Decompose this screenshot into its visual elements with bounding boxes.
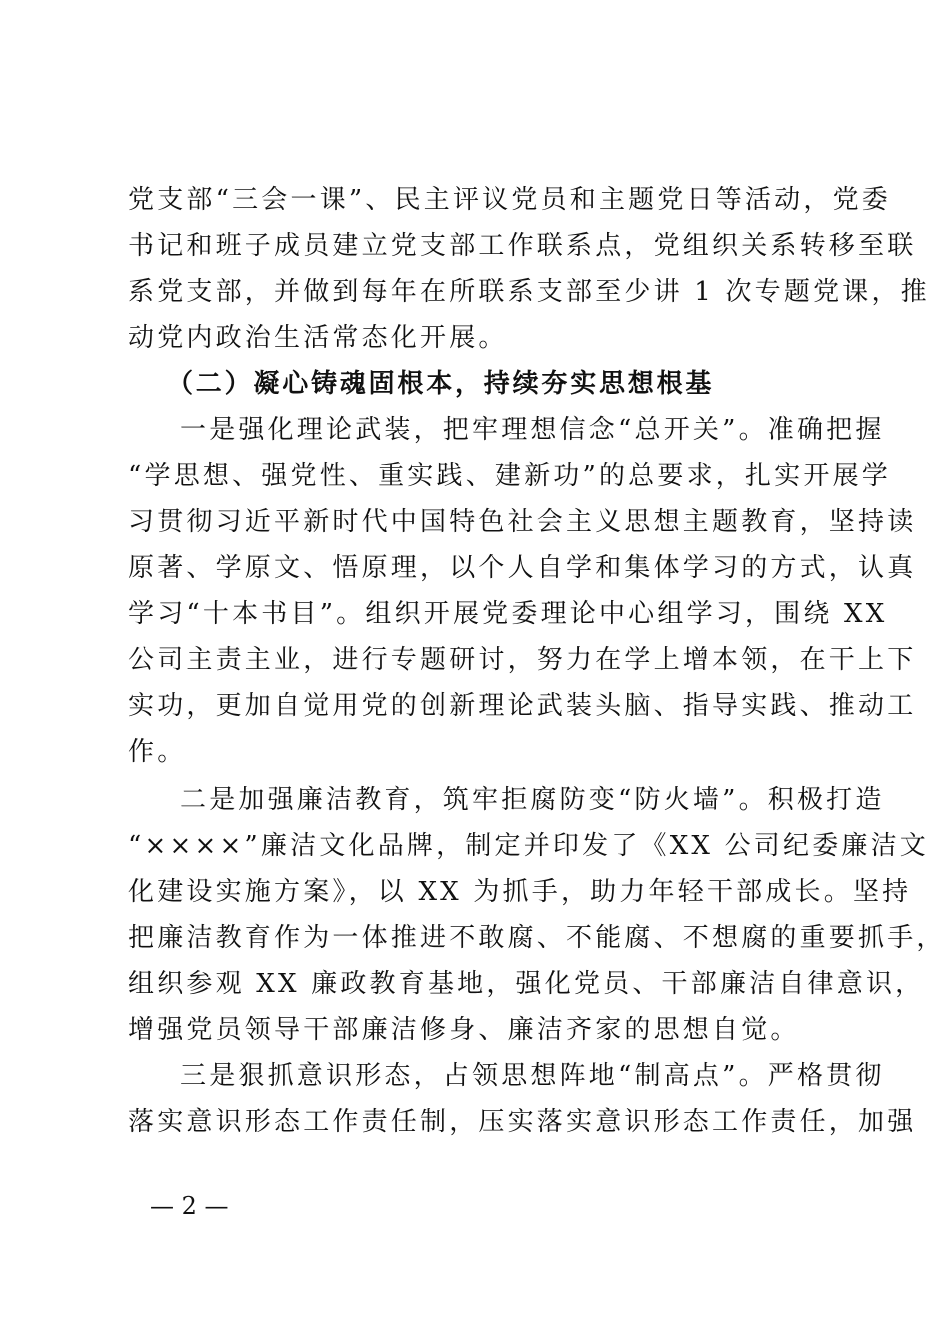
paragraph-line: 作。	[128, 737, 187, 767]
paragraph-line: 增强党员领导干部廉洁修身、廉洁齐家的思想自觉。	[128, 1015, 800, 1045]
paragraph-line: 把廉洁教育作为一体推进不敢腐、不能腐、不想腐的重要抓手，	[128, 923, 946, 953]
paragraph-line: 学习“十本书目”。组织开展党委理论中心组学习，围绕 XX	[128, 599, 888, 629]
paragraph-line: 原著、学原文、悟原理，以个人自学和集体学习的方式，认真	[128, 553, 917, 583]
paragraph-line: 系党支部，并做到每年在所联系支部至少讲 1 次专题党课，推	[128, 277, 930, 307]
section-heading: （二）凝心铸魂固根本，持续夯实思想根基	[167, 369, 715, 399]
page-number: — 2 —	[150, 1192, 229, 1220]
paragraph-line: 党支部“三会一课”、民主评议党员和主题党日等活动，党委	[128, 185, 891, 215]
paragraph-line: 落实意识形态工作责任制，压实落实意识形态工作责任，加强	[128, 1107, 917, 1137]
paragraph-line: 公司主责主业，进行专题研讨，努力在学上增本领，在干上下	[128, 645, 917, 675]
paragraph-line: 习贯彻习近平新时代中国特色社会主义思想主题教育，坚持读	[128, 507, 917, 537]
paragraph-line: “××××”廉洁文化品牌，制定并印发了《XX 公司纪委廉洁文	[128, 831, 930, 861]
paragraph-line: 组织参观 XX 廉政教育基地，强化党员、干部廉洁自律意识，	[128, 969, 925, 999]
paragraph-line: 动党内政治生活常态化开展。	[128, 323, 508, 353]
paragraph-line: 化建设实施方案》，以 XX 为抓手，助力年轻干部成长。坚持	[128, 877, 912, 907]
paragraph-line: 一是强化理论武装，把牢理想信念“总开关”。准确把握	[180, 415, 885, 445]
paragraph-line: 三是狠抓意识形态，占领思想阵地“制高点”。严格贯彻	[180, 1061, 885, 1091]
paragraph-line: 实功，更加自觉用党的创新理论武装头脑、指导实践、推动工	[128, 691, 917, 721]
paragraph-line: “学思想、强党性、重实践、建新功”的总要求，扎实开展学	[128, 461, 891, 491]
paragraph-line: 书记和班子成员建立党支部工作联系点，党组织关系转移至联	[128, 231, 917, 261]
paragraph-line: 二是加强廉洁教育，筑牢拒腐防变“防火墙”。积极打造	[180, 785, 885, 815]
